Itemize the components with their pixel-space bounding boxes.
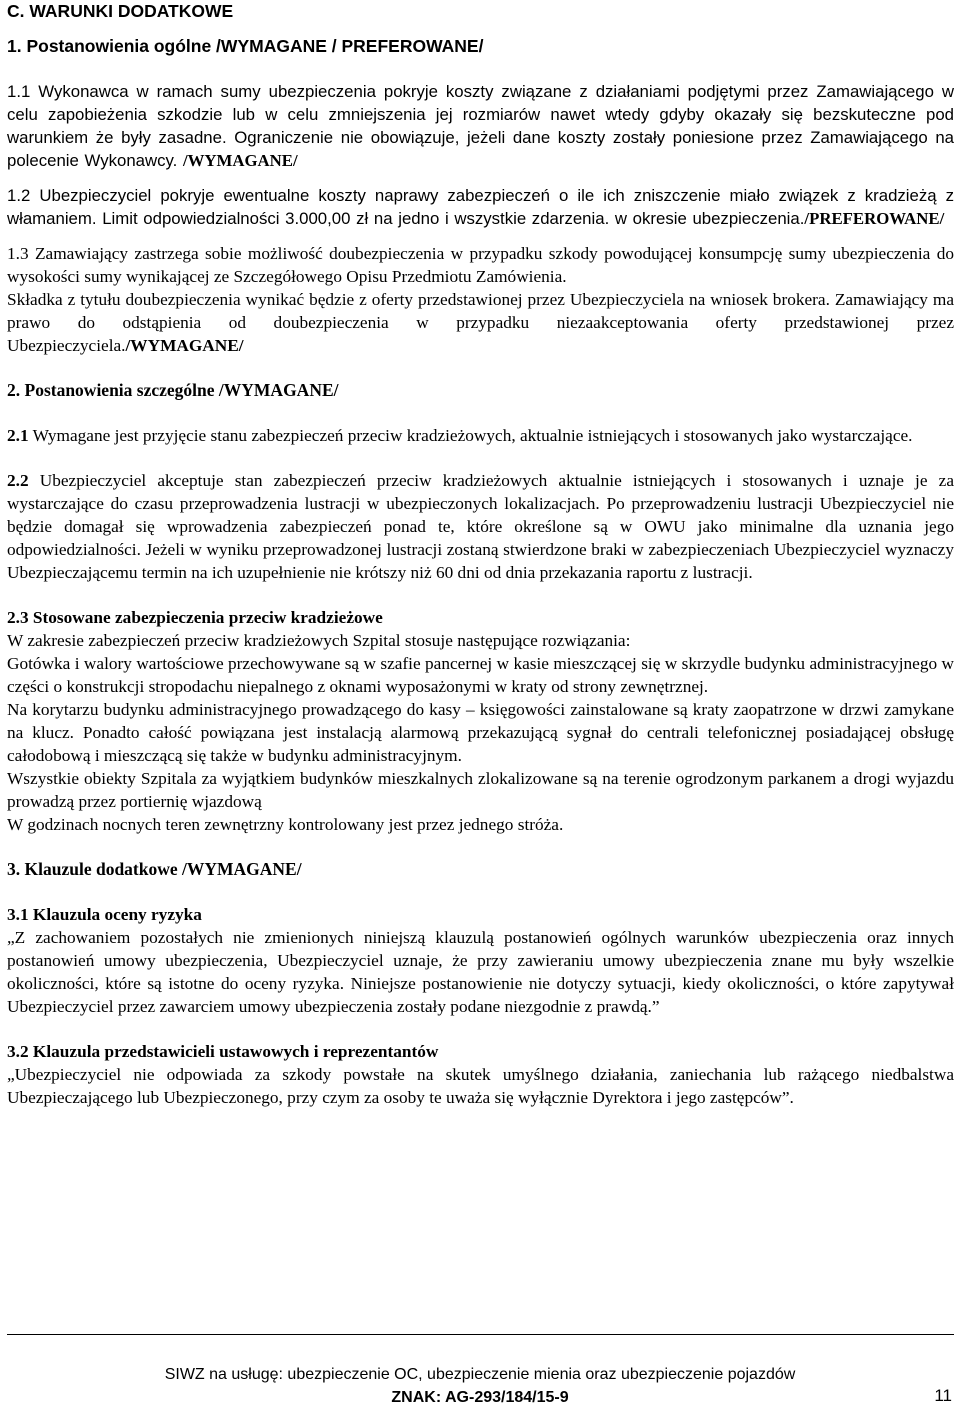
section-3-heading: 3. Klauzule dodatkowe /WYMAGANE/ — [7, 859, 302, 879]
section-c-heading: C. WARUNKI DODATKOWE — [7, 1, 234, 21]
paragraph-2-3-line: W godzinach nocnych teren zewnętrzny kontrolowany jest przez jednego stróża. — [7, 815, 564, 834]
paragraph-2-2-text: Ubezpieczyciel akceptuje stan zabezpieczeń przeciw kradzieżowych aktualnie istniejących i stosowanych i uznaje je za wystarczające do czasu przeprowadzenia lustracji w ubezpieczonych lokalizacjach. Po przeprowadzeniu lustracji Ubezpieczyciel nie będzie domagał się wprowadzenia zabezpieczeń ponad te, które określone są w OWU jako minimalne dla uznania jego odpowiedzialności. Jeżeli w wyniku przeprowadzonej lustracji zostaną stwierdzone braki w zabezpieczeniach Ubezpieczyciel wyznaczy Ubezpieczającemu termin na ich uzupełnienie nie krótszy niż 60 dni od dnia przekazania raportu z lustracji. — [7, 471, 954, 582]
footer-title: SIWZ na usługę: ubezpieczenie OC, ubezpieczenie mienia oraz ubezpieczenie pojazdów — [164, 1366, 796, 1383]
paragraph-1-3-cont-text: Składka z tytułu doubezpieczenia wynikać będzie z oferty przedstawionej przez Ubezpieczyciela na wniosek brokera. Zamawiający ma prawo do odstąpienia od doubezpieczenia w przypadku niezaakceptowania oferty przedstawionej przez Ubezpieczyciela. — [7, 290, 954, 355]
paragraph-1-3-tag: /WYMAGANE/ — [125, 336, 244, 355]
paragraph-2-2-number: 2.2 — [7, 471, 29, 490]
paragraph-1-1-tag: /WYMAGANE/ — [182, 151, 298, 170]
footer-divider — [7, 1334, 954, 1335]
paragraph-1-3-cont — [7, 288, 954, 357]
paragraph-1-1-text: 1.1 Wykonawca w ramach sumy ubezpieczenia pokryje koszty związane z działaniami podjętymi przez Zamawiającego w celu zapobieżenia szkodzie lub w celu zmniejszenia jej rozmiarów nawet wtedy gdyby okazały się bezskuteczne pod warunkiem że były zasadne. Ograniczenie nie obowiązuje, jeżeli dane koszty zostały poniesione przez Zamawiającego na polecenie Wykonawcy. — [7, 82, 954, 170]
paragraph-2-3-line: Gotówka i walory wartościowe przechowywane są w szafie pancernej w kasie mieszczącej się w skrzydle budynku administracyjnego w części o konstrukcji stropodachu niepalnego z oknami wyposażonymi w kraty od strony zewnętrznej. — [7, 654, 954, 696]
paragraph-3-2-heading: 3.2 Klauzula przedstawicieli ustawowych i reprezentantów — [7, 1042, 439, 1061]
section-1-heading: 1. Postanowienia ogólne /WYMAGANE / PREFEROWANE/ — [7, 36, 484, 56]
paragraph-3-2-text: „Ubezpieczyciel nie odpowiada za szkody powstałe na skutek umyślnego działania, zaniechania lub rażącego niedbalstwa Ubezpieczającego lub Ubezpieczonego, przy czym za osoby te uważa się wyłącznie Dyrektora i jego zastępców”. — [7, 1065, 954, 1107]
paragraph-1-3: 1.3 Zamawiający zastrzega sobie możliwość doubezpieczenia w przypadku szkody powodującej konsumpcję sumy ubezpieczenia do wysokości sumy wynikającej ze Szczegółowego Opisu Przedmiotu Zamówienia. — [7, 244, 954, 286]
paragraph-3-1-text: „Z zachowaniem pozostałych nie zmienionych niniejszą klauzulą postanowień ogólnych warunków ubezpieczenia oraz innych postanowień umowy ubezpieczenia, Ubezpieczyciel uznaje, że przy zawieraniu umowy ubezpieczenia znane mu były wszelkie okoliczności, które są istotne do oceny ryzyka. Niniejsze postanowienie nie dotyczy sytuacji, kiedy okoliczności, o które zapytywał Ubezpieczyciel przez zawarciem umowy ubezpieczenia zostały podane niezgodnie z prawdą.” — [7, 928, 954, 1016]
paragraph-2-3-line: Na korytarzu budynku administracyjnego prowadzącego do kasy – księgowości zainstalowane są kraty zaopatrzone w drzwi zamykane na klucz. Ponadto całość powiązana jest instalacją alarmową przekazującą sygnał do centrali telefonicznej posiadającej obsługę całodobową i mieszczącą się także w budynku administracyjnym. — [7, 700, 954, 765]
paragraph-3-1-heading: 3.1 Klauzula oceny ryzyka — [7, 905, 202, 924]
paragraph-2-1-text: Wymagane jest przyjęcie stanu zabezpieczeń przeciw kradzieżowych, aktualnie istniejących i stosowanych jako wystarczające. — [28, 426, 913, 445]
footer-reference-code: ZNAK: AG-293/184/15-9 — [391, 1389, 569, 1406]
document-page — [7, 0, 954, 1109]
paragraph-2-1-number: 2.1 — [7, 426, 29, 445]
paragraph-2-3-heading: 2.3 Stosowane zabezpieczenia przeciw kradzieżowe — [7, 608, 383, 627]
paragraph-2-1 — [7, 424, 954, 447]
paragraph-1-2-text: 1.2 Ubezpieczyciel pokryje ewentualne koszty naprawy zabezpieczeń o ile ich zniszczenie miało związek z kradzieżą z włamaniem. Limit odpowiedzialności 3.000,00 zł na jedno i wszystkie zdarzenia. w okresie ubezpieczenia. — [7, 186, 954, 228]
paragraph-2-2 — [7, 469, 954, 584]
section-2-heading: 2. Postanowienia szczególne /WYMAGANE/ — [7, 380, 339, 400]
paragraph-1-2 — [7, 184, 954, 230]
paragraph-2-3-line: Wszystkie obiekty Szpitala za wyjątkiem budynków mieszkalnych zlokalizowane są na terenie ogrodzonym parkanem a drogi wyjazdu prowadzą przez portiernię wjazdową — [7, 769, 954, 811]
paragraph-1-1 — [7, 80, 954, 172]
page-number: 11 — [934, 1386, 952, 1405]
paragraph-1-2-tag: /PREFEROWANE/ — [804, 209, 945, 228]
paragraph-2-3-line: W zakresie zabezpieczeń przeciw kradzieżowych Szpital stosuje następujące rozwiązania: — [7, 631, 631, 650]
page-footer — [0, 1363, 960, 1409]
